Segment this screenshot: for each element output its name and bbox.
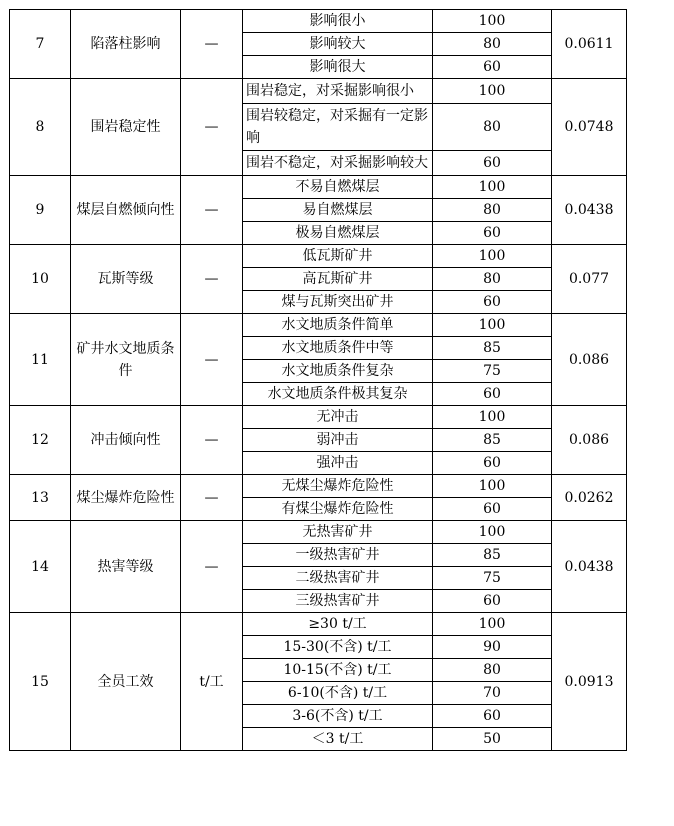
level-description-cell: 水文地质条件中等 — [243, 337, 433, 360]
score-cell: 50 — [433, 728, 552, 751]
index-number-cell: 15 — [10, 613, 71, 751]
index-number-cell: 9 — [10, 176, 71, 245]
table-row — [10, 475, 627, 498]
score-cell: 60 — [433, 56, 552, 79]
score-cell: 100 — [433, 176, 552, 199]
level-description-cell: 影响较大 — [243, 33, 433, 56]
score-cell: 60 — [433, 151, 552, 176]
score-cell: 80 — [433, 33, 552, 56]
table-body — [10, 10, 627, 751]
level-description-cell: 水文地质条件极其复杂 — [243, 383, 433, 406]
level-description-cell: 三级热害矿井 — [243, 590, 433, 613]
unit-cell: — — [181, 521, 243, 613]
table-row — [10, 176, 627, 199]
level-description-cell: 围岩较稳定，对采掘有一定影响 — [243, 104, 433, 151]
index-name-cell: 冲击倾向性 — [71, 406, 181, 475]
score-cell: 100 — [433, 475, 552, 498]
score-cell: 75 — [433, 360, 552, 383]
level-description-cell: 影响很大 — [243, 56, 433, 79]
unit-cell: — — [181, 176, 243, 245]
level-description-cell: 3-6(不含) t/工 — [243, 705, 433, 728]
score-cell: 100 — [433, 613, 552, 636]
score-cell: 60 — [433, 222, 552, 245]
level-description-cell: 极易自燃煤层 — [243, 222, 433, 245]
evaluation-index-table — [9, 9, 627, 751]
score-cell: 60 — [433, 590, 552, 613]
index-name-cell: 热害等级 — [71, 521, 181, 613]
score-cell: 100 — [433, 10, 552, 33]
unit-cell: — — [181, 10, 243, 79]
score-cell: 90 — [433, 636, 552, 659]
weight-cell: 0.0262 — [552, 475, 627, 521]
index-name-cell: 瓦斯等级 — [71, 245, 181, 314]
level-description-cell: 煤与瓦斯突出矿井 — [243, 291, 433, 314]
level-description-cell: 强冲击 — [243, 452, 433, 475]
table-row — [10, 10, 627, 33]
level-description-cell: 易自燃煤层 — [243, 199, 433, 222]
score-cell: 100 — [433, 79, 552, 104]
index-name-cell: 矿井水文地质条件 — [71, 314, 181, 406]
score-cell: 60 — [433, 705, 552, 728]
level-description-cell: 15-30(不含) t/工 — [243, 636, 433, 659]
score-cell: 100 — [433, 314, 552, 337]
level-description-cell: 无煤尘爆炸危险性 — [243, 475, 433, 498]
level-description-cell: 无冲击 — [243, 406, 433, 429]
unit-cell: — — [181, 314, 243, 406]
level-description-cell: 低瓦斯矿井 — [243, 245, 433, 268]
weight-cell: 0.086 — [552, 406, 627, 475]
weight-cell: 0.0748 — [552, 79, 627, 176]
unit-cell: — — [181, 475, 243, 521]
score-cell: 100 — [433, 245, 552, 268]
weight-cell: 0.0913 — [552, 613, 627, 751]
table-row — [10, 245, 627, 268]
unit-cell: — — [181, 245, 243, 314]
index-number-cell: 12 — [10, 406, 71, 475]
weight-cell: 0.086 — [552, 314, 627, 406]
level-description-cell: 影响很小 — [243, 10, 433, 33]
score-cell: 80 — [433, 268, 552, 291]
table-row — [10, 79, 627, 104]
level-description-cell: 10-15(不含) t/工 — [243, 659, 433, 682]
level-description-cell: 围岩不稳定，对采掘影响较大 — [243, 151, 433, 176]
level-description-cell: 围岩稳定，对采掘影响很小 — [243, 79, 433, 104]
table-row — [10, 314, 627, 337]
level-description-cell: 有煤尘爆炸危险性 — [243, 498, 433, 521]
level-description-cell: 弱冲击 — [243, 429, 433, 452]
score-cell: 60 — [433, 291, 552, 314]
index-number-cell: 8 — [10, 79, 71, 176]
score-cell: 100 — [433, 521, 552, 544]
index-name-cell: 围岩稳定性 — [71, 79, 181, 176]
unit-cell: — — [181, 406, 243, 475]
score-cell: 60 — [433, 498, 552, 521]
level-description-cell: ≥30 t/工 — [243, 613, 433, 636]
level-description-cell: 不易自燃煤层 — [243, 176, 433, 199]
score-cell: 70 — [433, 682, 552, 705]
index-name-cell: 陷落柱影响 — [71, 10, 181, 79]
unit-cell: t/工 — [181, 613, 243, 751]
level-description-cell: 6-10(不含) t/工 — [243, 682, 433, 705]
score-cell: 85 — [433, 544, 552, 567]
level-description-cell: 二级热害矿井 — [243, 567, 433, 590]
level-description-cell: 水文地质条件复杂 — [243, 360, 433, 383]
index-number-cell: 7 — [10, 10, 71, 79]
weight-cell: 0.0611 — [552, 10, 627, 79]
score-cell: 100 — [433, 406, 552, 429]
score-cell: 80 — [433, 659, 552, 682]
level-description-cell: ＜3 t/工 — [243, 728, 433, 751]
weight-cell: 0.0438 — [552, 521, 627, 613]
score-cell: 85 — [433, 337, 552, 360]
index-number-cell: 10 — [10, 245, 71, 314]
weight-cell: 0.0438 — [552, 176, 627, 245]
index-name-cell: 煤层自燃倾向性 — [71, 176, 181, 245]
level-description-cell: 无热害矿井 — [243, 521, 433, 544]
score-cell: 80 — [433, 104, 552, 151]
level-description-cell: 一级热害矿井 — [243, 544, 433, 567]
index-name-cell: 煤尘爆炸危险性 — [71, 475, 181, 521]
weight-cell: 0.077 — [552, 245, 627, 314]
level-description-cell: 高瓦斯矿井 — [243, 268, 433, 291]
score-cell: 60 — [433, 452, 552, 475]
score-cell: 85 — [433, 429, 552, 452]
score-cell: 60 — [433, 383, 552, 406]
table-row — [10, 521, 627, 544]
unit-cell: — — [181, 79, 243, 176]
score-cell: 80 — [433, 199, 552, 222]
level-description-cell: 水文地质条件简单 — [243, 314, 433, 337]
index-number-cell: 11 — [10, 314, 71, 406]
table-row — [10, 613, 627, 636]
table-row — [10, 406, 627, 429]
score-cell: 75 — [433, 567, 552, 590]
index-name-cell: 全员工效 — [71, 613, 181, 751]
index-number-cell: 14 — [10, 521, 71, 613]
index-number-cell: 13 — [10, 475, 71, 521]
